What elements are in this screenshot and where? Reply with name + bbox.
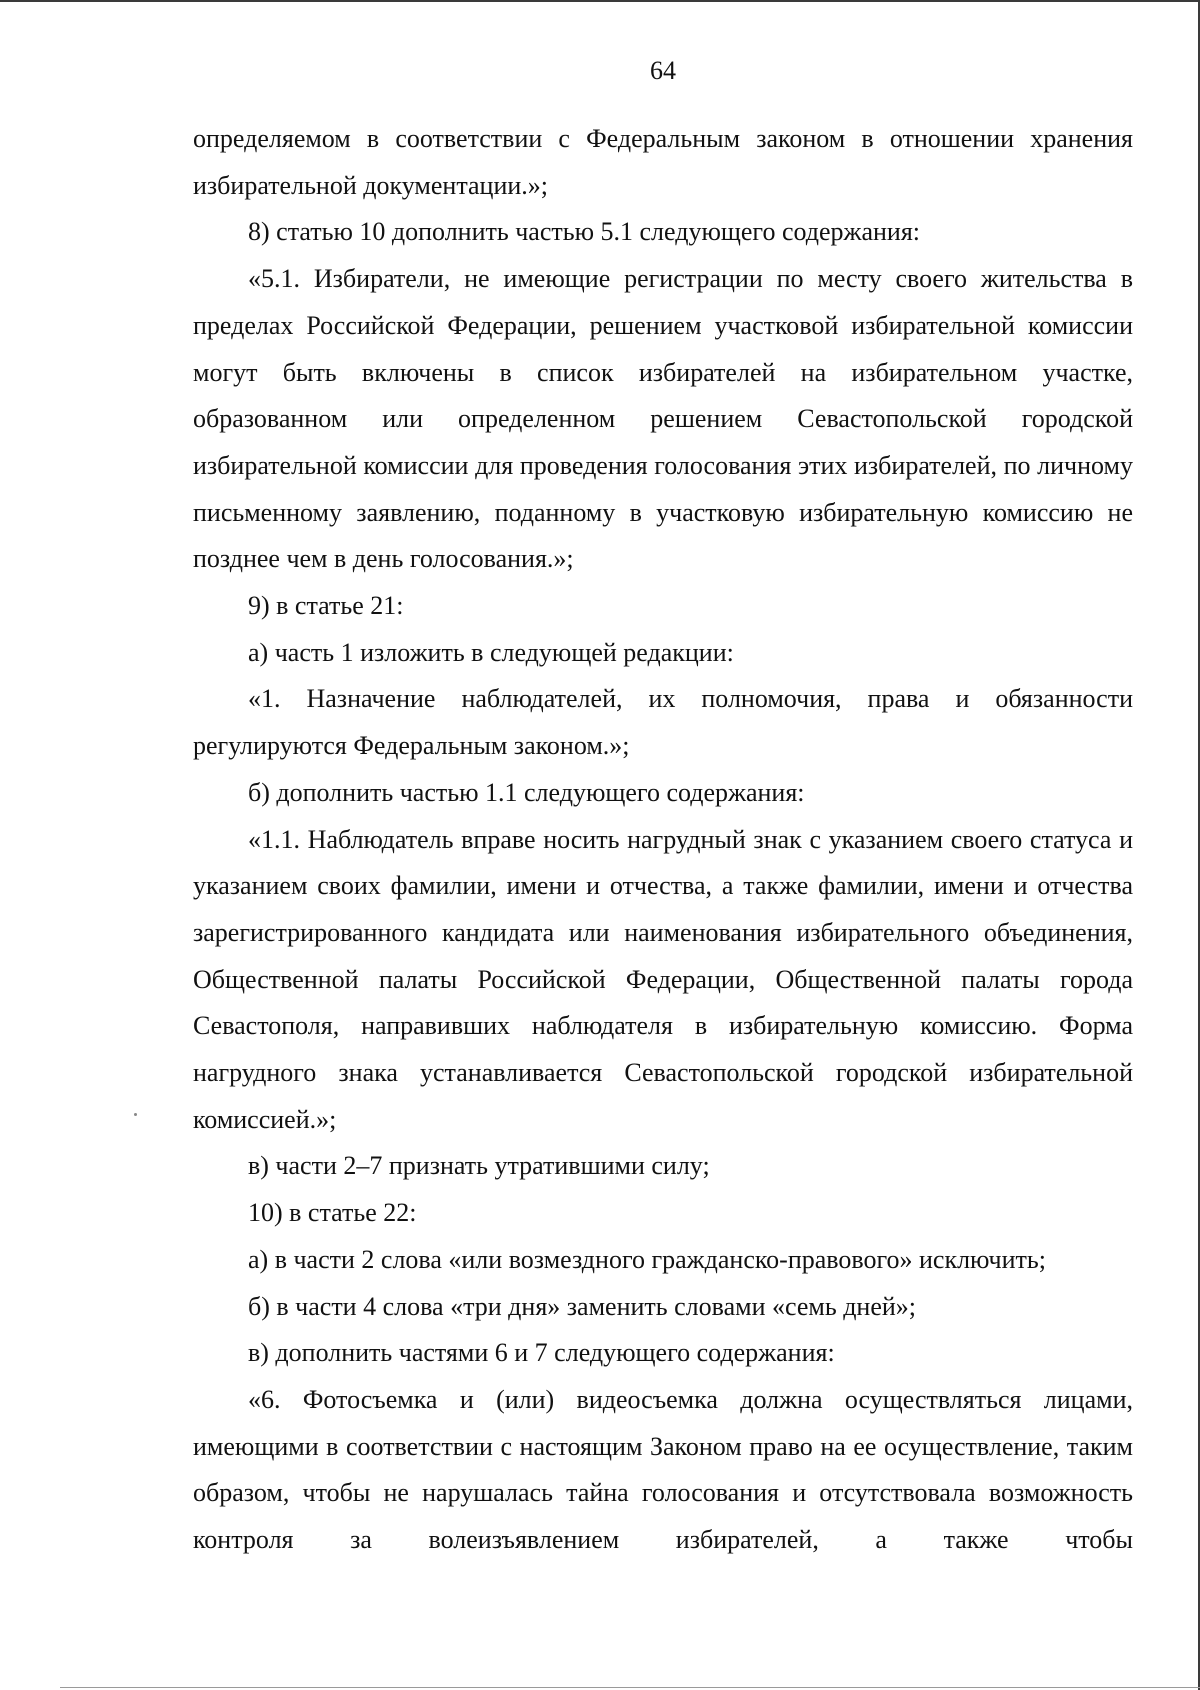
paragraph-continuation: определяемом в соответствии с Федеральным законом в отношении хранения избирательной документации.»; (193, 124, 1133, 200)
paragraph-item-9v: в) части 2–7 признать утратившими силу; (248, 1151, 710, 1181)
scan-frame-top-edge (0, 0, 1200, 2)
document-body (193, 116, 1133, 1564)
margin-speck (134, 1113, 137, 1116)
paragraph-item-9b: б) дополнить частью 1.1 следующего содержания: (248, 777, 805, 807)
paragraph-quote-1: «1. Назначение наблюдателей, их полномочия, права и обязанности регулируются Федеральным законом.»; (193, 684, 1133, 761)
paragraph-item-10: 10) в статье 22: (248, 1198, 417, 1228)
paragraph-item-9a: а) часть 1 изложить в следующей редакции: (248, 637, 734, 667)
paragraph-item-10a: а) в части 2 слова «или возмездного гражданско-правового» исключить; (248, 1244, 1046, 1274)
scan-frame-bottom-edge (60, 1687, 1200, 1688)
paragraph-item-9: 9) в статье 21: (248, 591, 404, 621)
paragraph-quote-6: «6. Фотосъемка и (или) видеосъемка должна осуществляться лицами, имеющими в соответствии с настоящим Законом право на ее осуществление, таким образом, чтобы не нарушалась тайна голосования и отсутствовала возможность контроля за волеизъявлением избирателей, а также чтобы (193, 1384, 1133, 1555)
paragraph-item-8: 8) статью 10 дополнить частью 5.1 следующего содержания: (248, 217, 921, 247)
page-number: 64 (650, 56, 676, 85)
paragraph-item-10v: в) дополнить частями 6 и 7 следующего содержания: (248, 1338, 835, 1368)
paragraph-quote-5-1: «5.1. Избиратели, не имеющие регистрации по месту своего жительства в пределах Российской Федерации, решением участковой избирательной комиссии могут быть включены в список избирателей на избирательном участке, образованном или определенном решением Севастопольской городской избирательной комиссии для проведения голосования этих избирателей, по личному письменному заявлению, поданному в участковую избирательную комиссию не позднее чем в день голосования.»; (193, 264, 1133, 574)
paragraph-quote-1-1: «1.1. Наблюдатель вправе носить нагрудный знак с указанием своего статуса и указанием своих фамилии, имени и отчества, а также фамилии, имени и отчества зарегистрированного кандидата или наименования избирательного объединения, Общественной палаты Российской Федерации, Общественной палаты города Севастополя, направивших наблюдателя в избирательную комиссию. Форма нагрудного знака устанавливается Севастопольской городской избирательной комиссией.»; (193, 824, 1133, 1134)
paragraph-item-10b: б) в части 4 слова «три дня» заменить словами «семь дней»; (248, 1291, 917, 1321)
